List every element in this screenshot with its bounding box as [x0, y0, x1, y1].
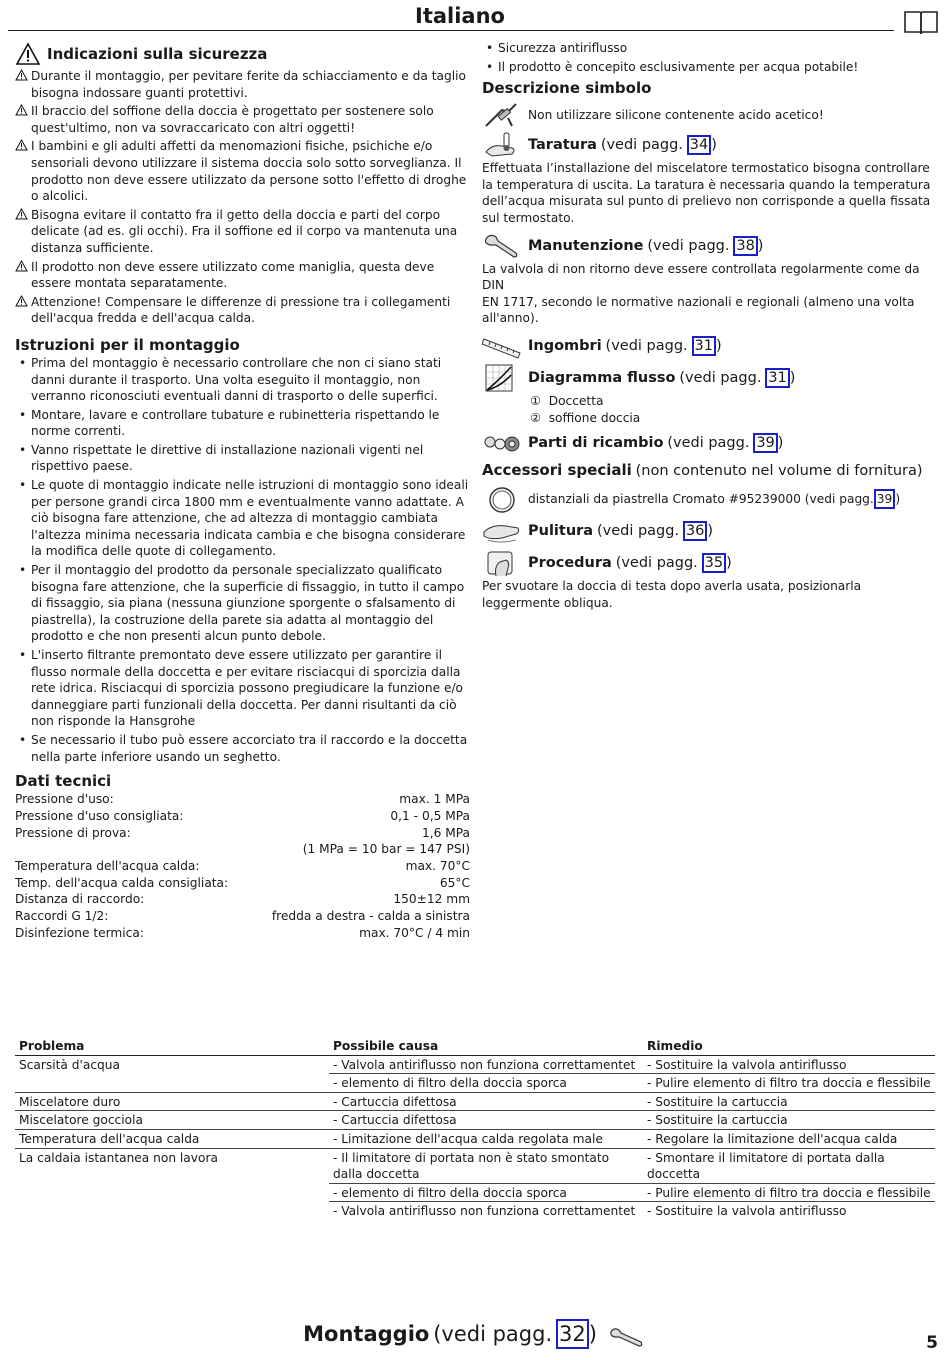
left-column: [15, 42, 470, 941]
list-item: • Prima del montaggio è necessario controllare che non ci siano stati danni durante il trasporto. Una volta eseguito il montaggio, non verranno riconosciuti eventuali danni di trasporto o delle superfici.: [15, 355, 470, 405]
hand-button-icon: [482, 548, 522, 578]
silicone-gun-icon: [482, 100, 522, 130]
safety-item: Il prodotto non deve essere utilizzato come maniglia, questa deve essere montata separatamente.: [15, 259, 470, 292]
manutenzione-text-1: La valvola di non ritorno deve essere controllata regolarmente come da DIN: [482, 261, 920, 293]
table-row: Temperatura dell'acqua calda - Limitazione dell'acqua calda regolata male - Regolare la limitazione dell'acqua calda: [15, 1129, 935, 1148]
silicone-text: Non utilizzare silicone contenente acido acetico!: [528, 107, 824, 122]
accessori-heading: Accessori speciali: [482, 461, 632, 480]
cleaning-hand-icon: [482, 516, 522, 546]
spec-row: (1 MPa = 10 bar = 147 PSI): [302, 842, 470, 857]
list-item: • Per il montaggio del prodotto da personale specializzato qualificato bisogna fare attenzione, che la superficie di fissaggio, in tutto il campo di fissaggio, sia piana (nessuna giunzione sporgente o sfalsamento di piastrella), la costruzione della parete sia adatta al montaggio del prodotto e che non presenti alcun punto debole.: [15, 562, 470, 645]
warning-triangle-icon: [15, 260, 28, 272]
wrench-icon: [482, 231, 522, 261]
list-item: • Le quote di montaggio indicate nelle istruzioni di montaggio sono ideali per persone grandi circa 1800 mm e eventualmente vanno adattate. A ciò bisogna fare attenzione, che ad altezza di montaggio cambiata l'altezza minima necessaria indicata cambia e che bisogna considerare la modifica delle quote di collegamento.: [15, 477, 470, 560]
list-item: • Vanno rispettate le direttive di installazione nazionali vigenti nel rispettivo paese.: [15, 442, 470, 475]
footer: Montaggio (vedi pagg. 32 ): [0, 1318, 950, 1350]
manutenzione-text-2: EN 1717, secondo le normative nazionali e regionali (almeno una volta all'anno).: [482, 294, 915, 326]
spec-row: Pressione d'uso consigliata: 0,1 - 0,5 MPa: [15, 808, 470, 823]
table-row: Miscelatore gocciola - Cartuccia difettosa - Sostituire la cartuccia: [15, 1111, 935, 1130]
mounting-list: [15, 355, 470, 765]
spec-row: Raccordi G 1/2: fredda a destra - calda a sinistra: [15, 908, 470, 923]
column-header: Rimedio: [643, 1037, 935, 1055]
flow-items: [482, 393, 932, 426]
table-row: - elemento di filtro della doccia sporca - Pulire elemento di filtro tra doccia e flessibile: [15, 1074, 935, 1093]
list-item: • Il prodotto è concepito esclusivamente per acqua potabile!: [482, 59, 932, 76]
accessori-note: (non contenuto nel volume di fornitura): [635, 463, 923, 480]
header-rule: [8, 30, 894, 31]
list-item: • Sicurezza antiriflusso: [482, 40, 932, 57]
footer-ref: (vedi pagg.: [433, 1322, 553, 1346]
tech-specs: [15, 791, 470, 941]
flow-chart-icon: [482, 363, 522, 393]
mounting-heading: Istruzioni per il montaggio: [15, 335, 240, 354]
page-link[interactable]: 31: [765, 368, 789, 388]
page-link[interactable]: 32: [556, 1319, 589, 1349]
manutenzione-row: Manutenzione (vedi pagg. 38 ): [482, 231, 932, 261]
flow-item: ② soffione doccia: [530, 410, 641, 425]
taratura-text: Effettuata l’installazione del miscelatore termostatico bisogna controllare la temperatura di uscita. La taratura è necessaria quando la temperatura dell’acqua misurata sul punto di prelievo non corrisponde a quella fissata sul termostato.: [482, 161, 931, 225]
page-number: 5: [926, 1333, 938, 1353]
accessori-heading-row: [482, 460, 932, 480]
safety-item: I bambini e gli adulti affetti da menomazioni fisiche, psichiche e/o sensoriali devono utilizzare il sistema doccia solo sotto sorveglianza. Il prodotto non deve essere utilizzato da persone sotto l'effetto di droghe o alcolici.: [15, 138, 470, 204]
spec-row: Temp. dell'acqua calda consigliata: 65°C: [15, 875, 470, 890]
column-header: Possibile causa: [329, 1037, 643, 1055]
page-link[interactable]: 39: [753, 433, 777, 453]
tech-heading: Dati tecnici: [15, 772, 112, 791]
table-row: - Valvola antiriflusso non funziona correttamentet - Sostituire la valvola antiriflusso: [333, 1204, 847, 1219]
safety-heading: Indicazioni sulla sicurezza: [47, 45, 268, 63]
manual-book-icon: [903, 8, 939, 36]
procedura-text: Per svuotare la doccia di testa dopo averla usata, posizionarla leggermente obliqua.: [482, 579, 862, 610]
troubleshooting-table: [15, 1037, 935, 1220]
safety-heading-row: [15, 42, 470, 66]
symbols-heading: Descrizione simbolo: [482, 79, 652, 98]
safety-item: Durante il montaggio, per pevitare ferite da schiacciamento e da taglio bisogna indossare guanti protettivi.: [15, 68, 470, 101]
wrench-icon: [609, 1326, 647, 1350]
spec-row: Disinfezione termica: max. 70°C / 4 min: [15, 925, 470, 940]
footer-title: Montaggio: [303, 1322, 430, 1346]
page-link[interactable]: 35: [702, 553, 726, 573]
page-link[interactable]: 31: [692, 336, 716, 356]
ruler-icon: [482, 331, 522, 361]
warning-triangle-icon: [15, 42, 41, 66]
page-title: Italiano: [415, 4, 505, 28]
ricambio-row: Parti di ricambio (vedi pagg. 39 ): [482, 428, 932, 458]
warning-triangle-icon: [15, 69, 28, 81]
page-link[interactable]: 38: [733, 236, 757, 256]
bullet-list: [482, 40, 932, 75]
table-header-row: [15, 1037, 935, 1055]
warning-triangle-icon: [15, 295, 28, 307]
safety-item: Attenzione! Compensare le differenze di pressione tra i collegamenti dell'acqua fredda e dell'acqua calda.: [15, 294, 470, 327]
tile-spacer-ring-icon: [482, 484, 522, 514]
taratura-row: Taratura (vedi pagg. 34 ): [482, 130, 932, 160]
procedura-row: Procedura (vedi pagg. 35 ): [482, 548, 932, 578]
list-item: • Montare, lavare e controllare tubature e rubinetteria rispettando le norme correnti.: [15, 407, 470, 440]
page-link[interactable]: 39: [874, 489, 896, 509]
list-item: • L'inserto filtrante premontato deve essere utilizzato per garantire il flusso normale della doccetta e per evitare risciacqui di sporcizia dalla rete idrica. Risciacqui di sporcizia possono pregiudicare la funzione e/o danneggiare parti funzionali della doccetta. Per danni risultanti da ciò non risponde la Hansgrohe: [15, 647, 470, 730]
accessori-row: distanziali da piastrella Cromato #95239000 (vedi pagg. 39 ): [482, 484, 932, 514]
page-link[interactable]: 34: [687, 135, 711, 155]
thermometer-hand-icon: [482, 130, 522, 160]
silicone-row: [482, 100, 932, 130]
pulitura-row: Pulitura (vedi pagg. 36 ): [482, 516, 932, 546]
spec-row: Pressione d'uso: max. 1 MPa: [15, 792, 470, 807]
list-item: • Se necessario il tubo può essere accorciato tra il raccordo e la doccetta nella parte inferiore usando un seghetto.: [15, 732, 470, 765]
spec-row: Distanza di raccordo: 150±12 mm: [15, 892, 470, 907]
spare-parts-icon: [482, 428, 522, 458]
warning-triangle-icon: [15, 139, 28, 151]
safety-item: Il braccio del soffione della doccia è progettato per sostenere solo quest'ultimo, non va sovraccaricato con altri oggetti!: [15, 103, 470, 136]
warning-triangle-icon: [15, 208, 28, 220]
column-header: Problema: [15, 1037, 329, 1055]
table-row: La caldaia istantanea non lavora - Il limitatore di portata non è stato smontato dalla doccetta - Smontare il limitatore di portata dalla doccetta: [15, 1148, 935, 1183]
ingombri-row: Ingombri (vedi pagg. 31 ): [482, 331, 932, 361]
safety-list: [15, 68, 470, 327]
spec-row: Pressione di prova: 1,6 MPa: [15, 825, 470, 840]
safety-item: Bisogna evitare il contatto fra il getto della doccia e parti del corpo delicate (ad es. gli occhi). Fra il soffione ed il corpo va mantenuta una distanza sufficiente.: [15, 207, 470, 257]
flow-item: ① Doccetta: [530, 393, 604, 408]
page-link[interactable]: 36: [683, 521, 707, 541]
table-row: - elemento di filtro della doccia sporca - Pulire elemento di filtro tra doccia e flessibile: [15, 1183, 935, 1202]
warning-triangle-icon: [15, 104, 28, 116]
spec-row: Temperatura dell'acqua calda: max. 70°C: [15, 858, 470, 873]
table-row: Scarsità d'acqua - Valvola antiriflusso non funziona correttamentet - Sostituire la valvola antiriflusso: [15, 1055, 935, 1074]
right-column: [482, 40, 932, 611]
table-row: Miscelatore duro - Cartuccia difettosa - Sostituire la cartuccia: [15, 1092, 935, 1111]
diagramma-row: Diagramma flusso (vedi pagg. 31 ): [482, 363, 932, 393]
